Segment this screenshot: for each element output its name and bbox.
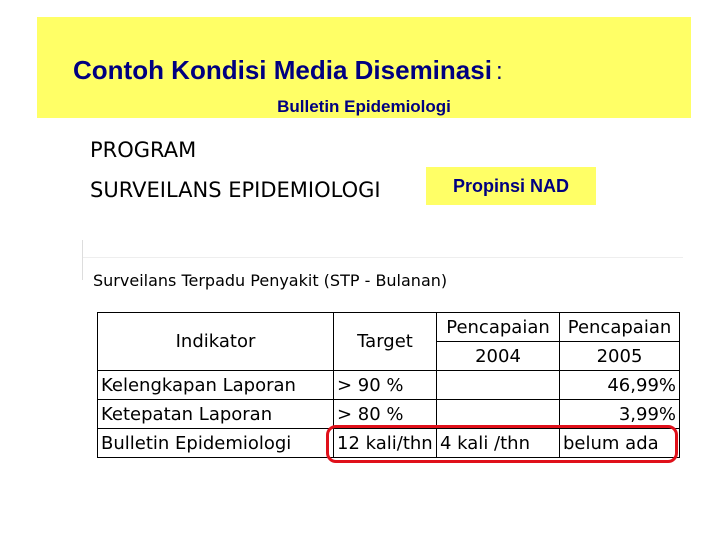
page-subtitle: Bulletin Epidemiologi: [277, 97, 451, 116]
table-caption: Surveilans Terpadu Penyakit (STP - Bulanan): [93, 271, 448, 290]
cell-2005: belum ada: [560, 429, 680, 458]
table-row: [98, 371, 680, 400]
program-line-1: PROGRAM: [90, 138, 197, 162]
cell-indikator: Kelengkapan Laporan: [98, 371, 334, 400]
header-indikator: Indikator: [98, 313, 334, 371]
highlight-box: [326, 425, 678, 463]
table-header-row: [98, 313, 680, 342]
cell-2005: 46,99%: [560, 371, 680, 400]
cell-target: > 90 %: [334, 371, 437, 400]
title-banner: [37, 17, 691, 118]
header-year-2004: 2004: [437, 342, 560, 371]
cell-2004: [437, 371, 560, 400]
divider-vertical: [82, 240, 83, 280]
cell-2004: 4 kali /thn: [437, 429, 560, 458]
cell-indikator: Ketepatan Laporan: [98, 400, 334, 429]
program-heading: [90, 130, 381, 210]
title-colon: :: [495, 58, 503, 85]
header-year-2005: 2005: [560, 342, 680, 371]
header-target: Target: [334, 313, 437, 371]
cell-indikator: Bulletin Epidemiologi: [98, 429, 334, 458]
header-pencapaian-2005: Pencapaian: [560, 313, 680, 342]
program-line-2: SURVEILANS EPIDEMIOLOGI: [90, 178, 381, 202]
cell-target: 12 kali/thn: [334, 429, 437, 458]
header-pencapaian-2004: Pencapaian: [437, 313, 560, 342]
cell-2005: 3,99%: [560, 400, 680, 429]
page-title: Contoh Kondisi Media Diseminasi :: [73, 55, 503, 85]
province-badge: Propinsi NAD: [426, 167, 596, 205]
divider-horizontal: [83, 257, 683, 258]
cell-target: > 80 %: [334, 400, 437, 429]
